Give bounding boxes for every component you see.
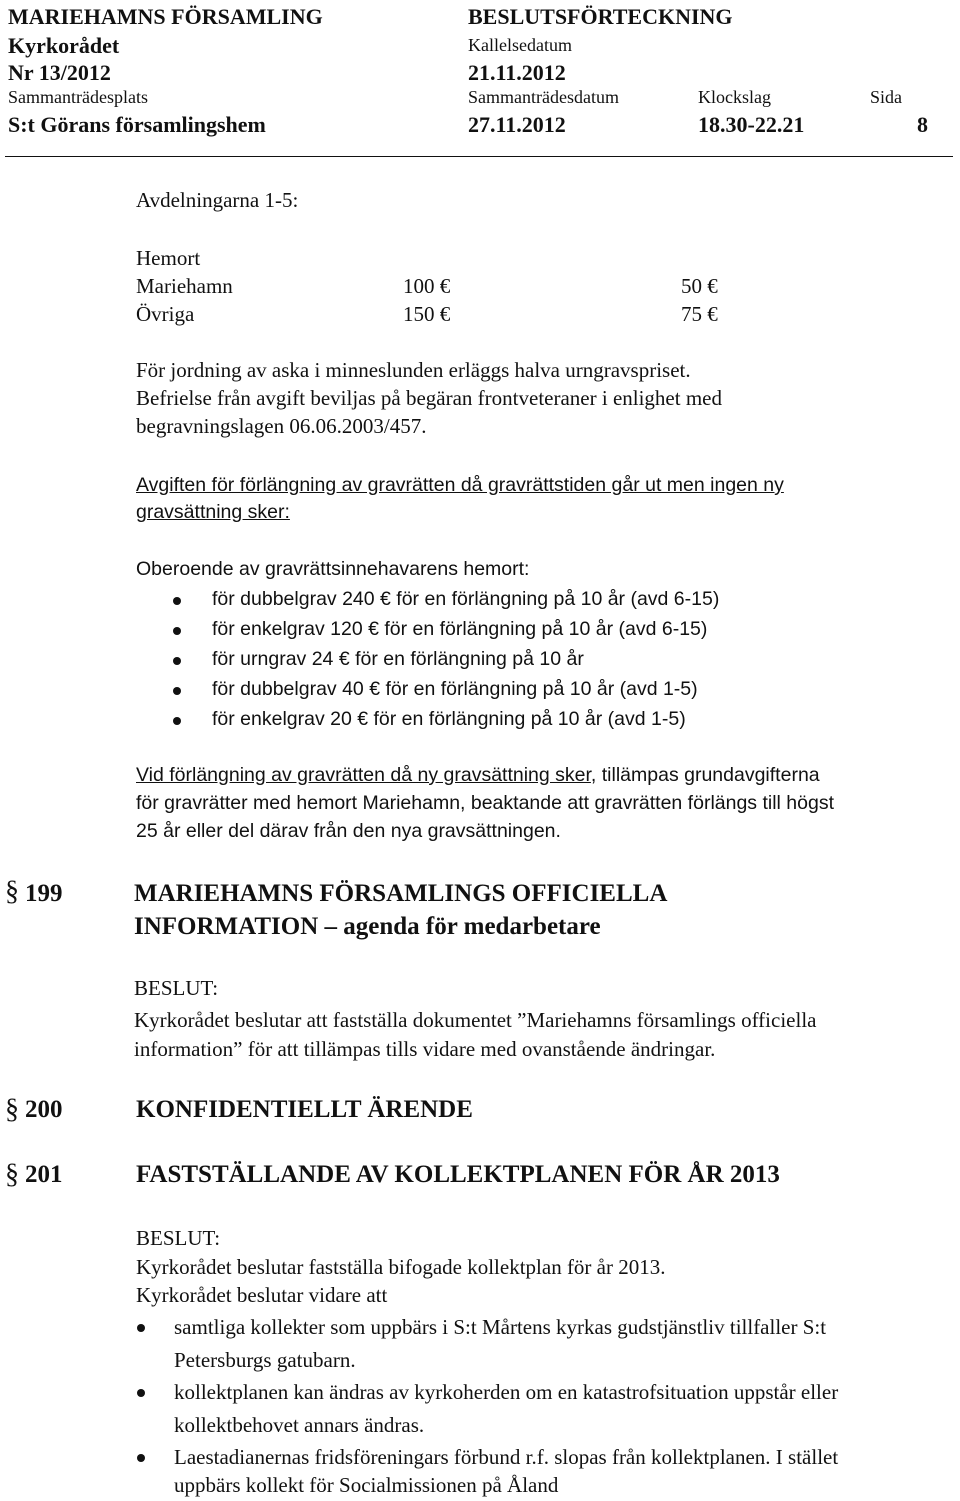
organization-name: MARIEHAMNS FÖRSAMLING	[8, 4, 323, 29]
list-item: för dubbelgrav 240 € för en förlängning på 10 år (avd 6-15)	[212, 588, 720, 610]
meeting-date-label: Sammanträdesdatum	[468, 87, 619, 107]
new-burial-rest: , tillämpas grundavgifterna	[590, 764, 820, 786]
new-burial-text	[136, 764, 820, 787]
list-item: för dubbelgrav 40 € för en förlängning på 10 år (avd 1-5)	[212, 678, 698, 700]
header-divider	[5, 156, 953, 157]
section-title: INFORMATION – agenda för medarbetare	[134, 913, 601, 940]
bullet-icon	[137, 1324, 145, 1332]
paragraph-sign: §	[5, 876, 19, 907]
bullet-icon	[137, 1389, 145, 1397]
extension-intro: Oberoende av gravrättsinnehavarens hemort:	[136, 558, 530, 580]
section-title: FASTSTÄLLANDE AV KOLLEKTPLANEN FÖR ÅR 2013	[136, 1161, 780, 1188]
notice-date: 21.11.2012	[468, 60, 566, 85]
list-item: samtliga kollekter som uppbärs i S:t Mårtens kyrkas gudstjänstliv tillfaller S:t	[174, 1315, 827, 1339]
list-item: kollektplanen kan ändras av kyrkoherden om en katastrofsituation uppstår eller	[174, 1380, 839, 1404]
meeting-place-label: Sammanträdesplats	[8, 87, 148, 107]
exemption-text: begravningslagen 06.06.2003/457.	[136, 414, 427, 438]
section-title: KONFIDENTIELLT ÄRENDE	[136, 1096, 473, 1123]
fee-row-name: Övriga	[136, 302, 195, 326]
meeting-number: Nr 13/2012	[8, 60, 111, 85]
home-label: Hemort	[136, 246, 201, 270]
bullet-icon	[173, 687, 181, 695]
page-number: 8	[917, 112, 928, 137]
ash-fee-text: För jordning av aska i minneslunden erläggs halva urngravspriset.	[136, 358, 691, 382]
list-item: uppbärs kollekt för Socialmissionen på Åland	[174, 1473, 559, 1497]
decision-text: Kyrkorådet beslutar fastställa bifogade kollektplan för år 2013.	[136, 1255, 666, 1279]
paragraph-sign: §	[5, 1094, 19, 1125]
list-item: för enkelgrav 20 € för en förlängning på 10 år (avd 1-5)	[212, 708, 686, 730]
list-item: kollektbehovet annars ändras.	[174, 1413, 425, 1437]
list-item: för enkelgrav 120 € för en förlängning på 10 år (avd 6-15)	[212, 618, 708, 640]
exemption-text: Befrielse från avgift beviljas på begäran frontveteraner i enlighet med	[136, 386, 722, 410]
governing-body: Kyrkorådet	[8, 33, 120, 58]
bullet-icon	[173, 627, 181, 635]
list-item: för urngrav 24 € för en förlängning på 10 år	[212, 648, 584, 670]
list-item: Petersburgs gatubarn.	[174, 1348, 356, 1372]
decision-text: Kyrkorådet beslutar vidare att	[136, 1283, 388, 1307]
fee-row-value: 150 €	[403, 302, 451, 326]
bullet-icon	[173, 717, 181, 725]
fee-row-value: 50 €	[681, 274, 718, 298]
divisions-heading: Avdelningarna 1-5:	[136, 188, 299, 212]
section-number: 200	[25, 1096, 63, 1123]
new-burial-underlined: Vid förlängning av gravrätten då ny gravsättning sker	[136, 764, 591, 786]
paragraph-sign: §	[5, 1159, 19, 1190]
decision-text: Kyrkorådet beslutar att fastställa dokumentet ”Mariehamns församlings officiella	[134, 1008, 817, 1032]
extension-heading: Avgiften för förlängning av gravrätten då gravrättstiden går ut men ingen ny	[136, 474, 784, 496]
meeting-place: S:t Görans församlingshem	[8, 112, 266, 137]
fee-row-name: Mariehamn	[136, 274, 233, 298]
extension-heading: gravsättning sker:	[136, 501, 290, 523]
time-label: Klockslag	[698, 87, 771, 107]
new-burial-text: för gravrätter med hemort Mariehamn, beaktande att gravrätten förlängs till högst	[136, 792, 835, 814]
document-type: BESLUTSFÖRTECKNING	[468, 4, 733, 29]
section-number: 199	[25, 880, 63, 907]
bullet-icon	[173, 657, 181, 665]
new-burial-text: 25 år eller del därav från den nya gravsättningen.	[136, 820, 561, 842]
list-item: Laestadianernas fridsföreningars förbund r.f. slopas från kollektplanen. I stället	[174, 1445, 839, 1469]
fee-row-value: 100 €	[403, 274, 451, 298]
section-number: 201	[25, 1161, 63, 1188]
bullet-icon	[137, 1454, 145, 1462]
page-label: Sida	[870, 87, 903, 107]
bullet-icon	[173, 597, 181, 605]
fee-row-value: 75 €	[681, 302, 718, 326]
section-title: MARIEHAMNS FÖRSAMLINGS OFFICIELLA	[134, 880, 668, 907]
notice-date-label: Kallelsedatum	[468, 35, 572, 55]
meeting-date: 27.11.2012	[468, 112, 566, 137]
decision-label: BESLUT:	[136, 1226, 221, 1250]
meeting-time: 18.30-22.21	[698, 112, 805, 137]
decision-text: information” för att tillämpas tills vidare med ovanstående ändringar.	[134, 1037, 716, 1061]
decision-label: BESLUT:	[134, 976, 219, 1000]
